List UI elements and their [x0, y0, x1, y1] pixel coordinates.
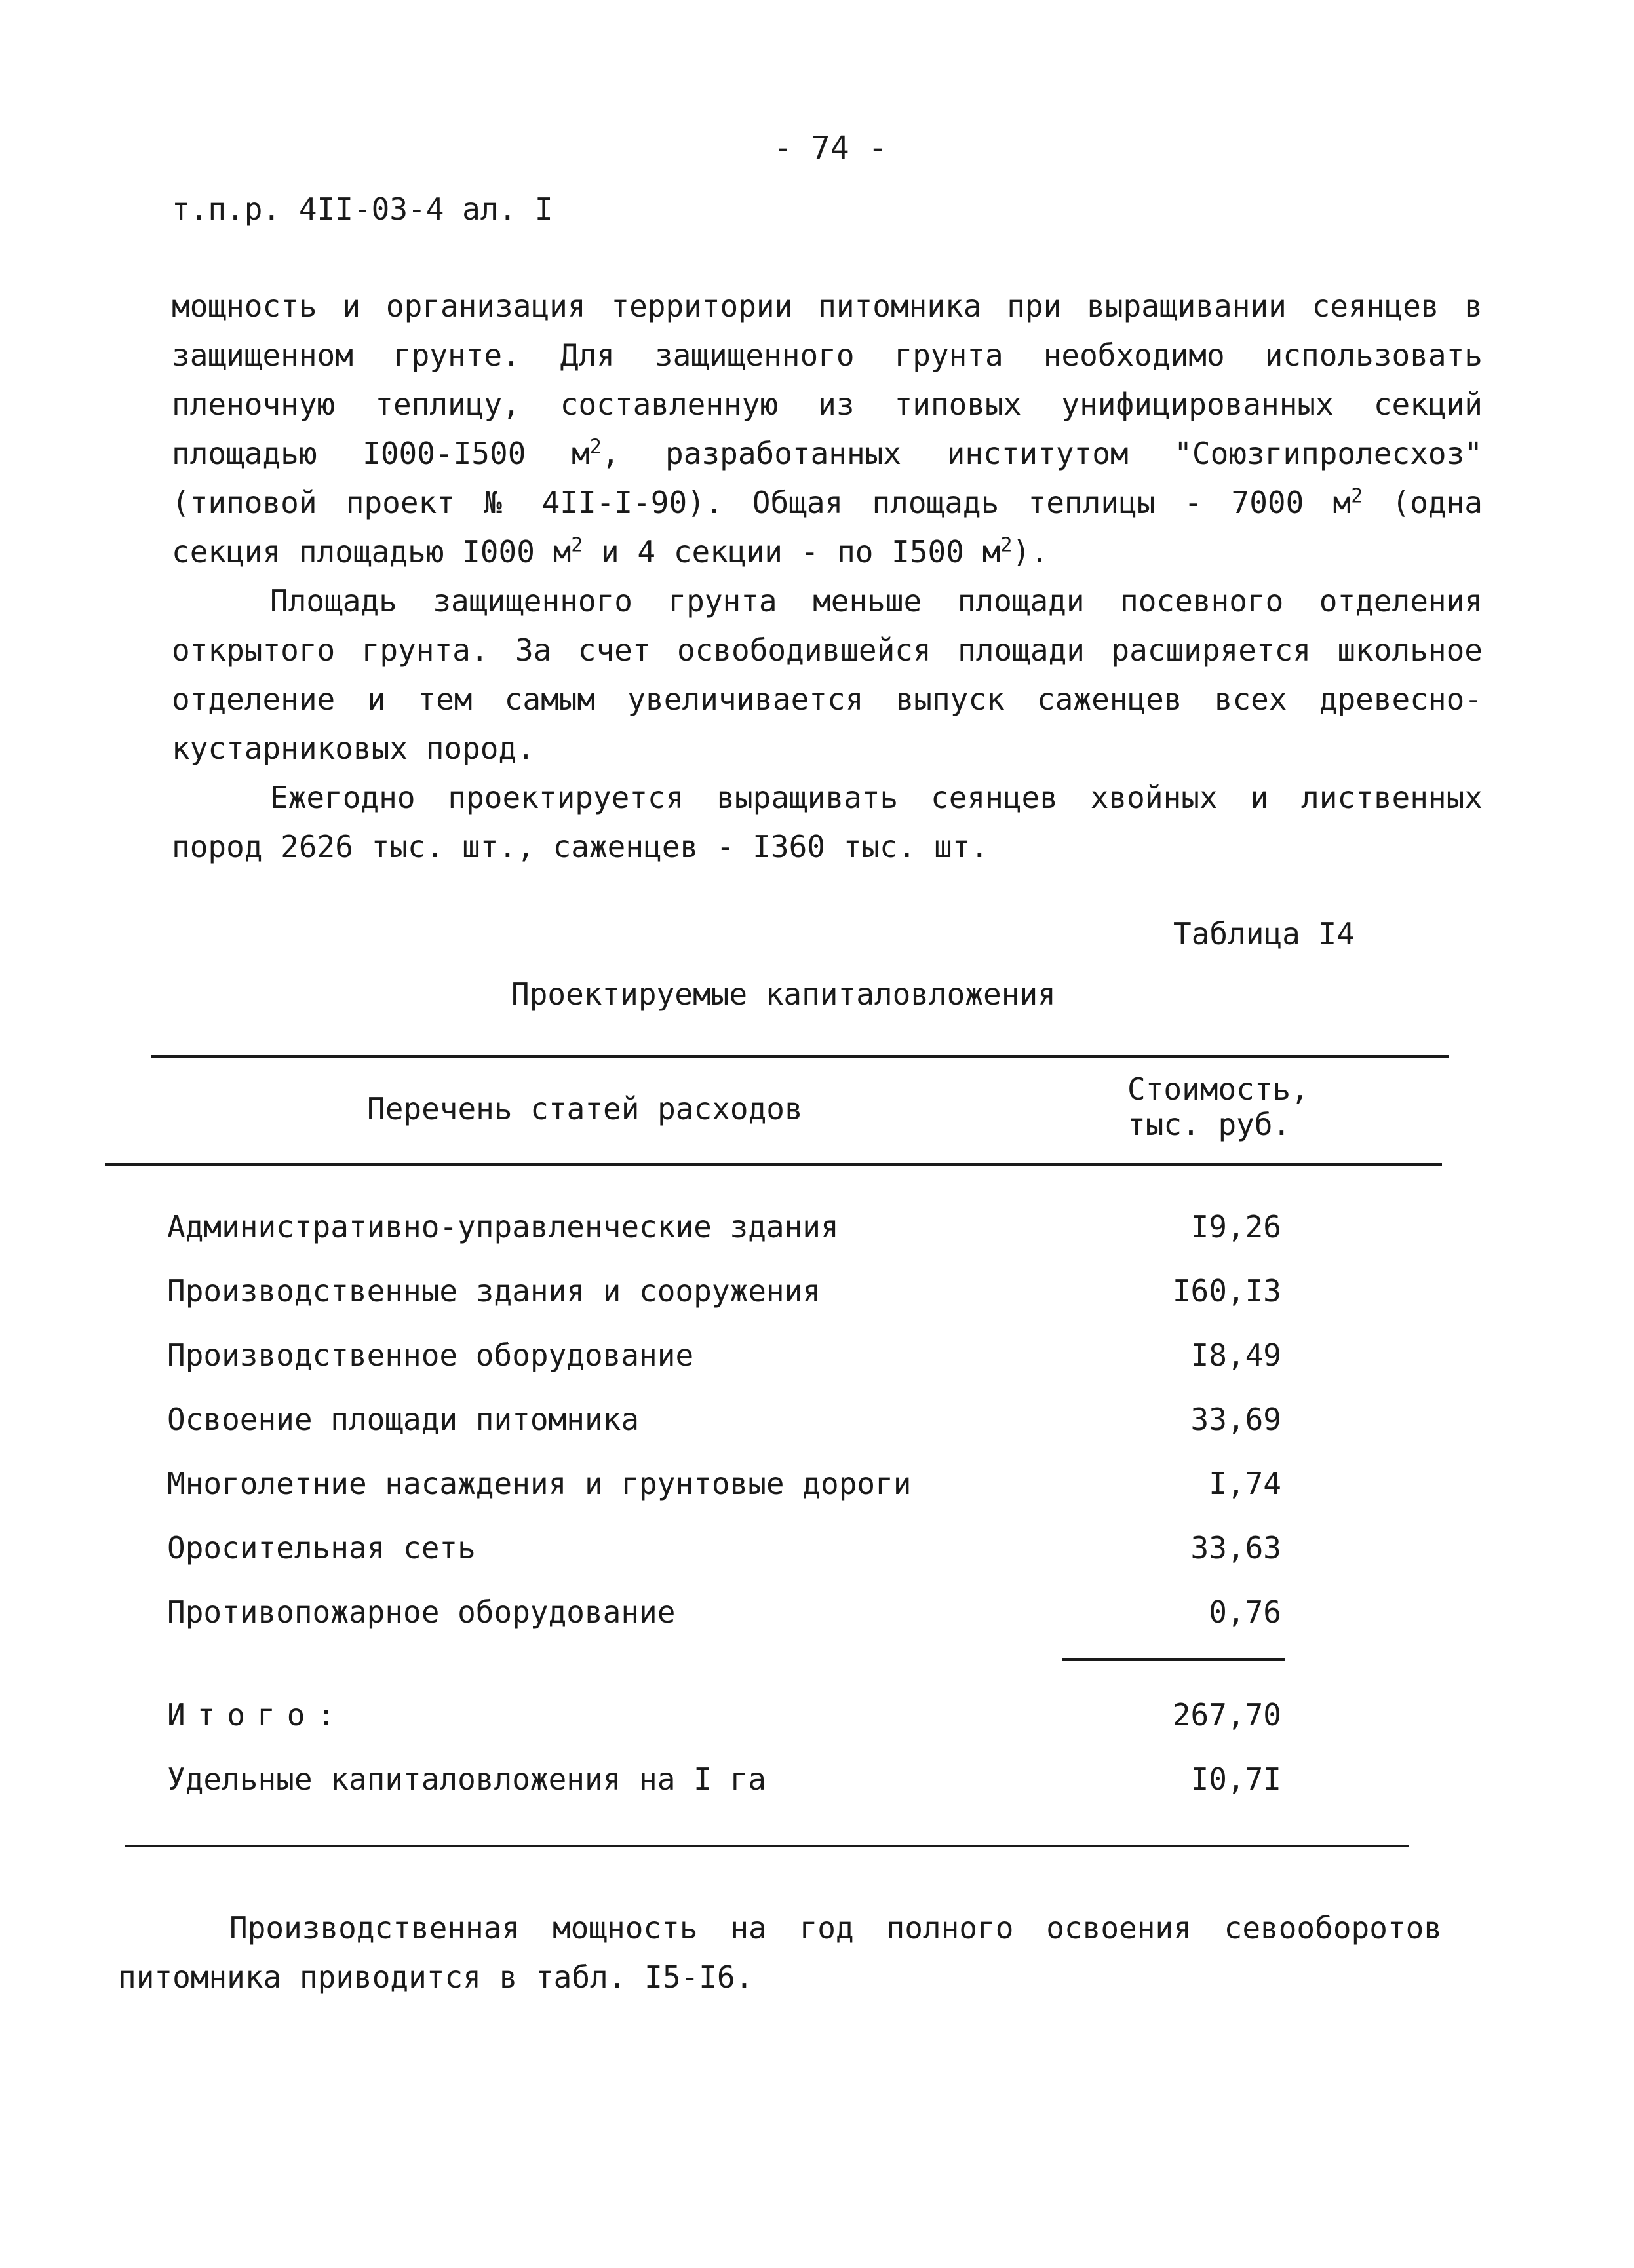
body-text: [172, 282, 1483, 872]
paragraph-2: Площадь защищенного грунта меньше площади посевного отделения открытого грунта. За счет освободившейся площади расширяется школьное отделение и тем самым увеличивается выпуск саженцев всех древесно-кустарниковых пород.: [172, 583, 1483, 766]
table-row: Производственные здания и сооружения I60,I3: [167, 1273, 1281, 1309]
paragraph-1: мощность и организация территории питомника при выращивании сеянцев в защищенном грунте. Для защищенного грунта необходимо использовать пленочную теплицу, составленную из типовых унифицированных секций площадью I000-I500 $м^2$, разработанных институтом "Союзгипролесхоз" (типовой проект № 4II-I-90). Общая площадь теплицы - 7000 $м^2$ (одна секция площадью I000 $м^2$ и 4 секции - по I500 $м^2$).: [172, 288, 1483, 569]
table-row: Многолетние насаждения и грунтовые дороги I,74: [167, 1466, 1281, 1501]
document-code: т.п.р. 4II-03-4 ал. I: [172, 191, 553, 227]
subtotal-rule: [1062, 1658, 1285, 1661]
table-bottom-rule: [125, 1845, 1409, 1847]
table-title: Проектируемые капиталовложения: [511, 976, 1056, 1012]
table-total-row: Итого: 267,70: [167, 1697, 1281, 1733]
footer-paragraph: Производственная мощность на год полного освоения севооборотов питомника приводится в табл. I5-I6.: [118, 1910, 1442, 1995]
table-header-rule: [105, 1163, 1442, 1166]
column-header-items: Перечень статей расходов: [367, 1091, 803, 1126]
paragraph-3: Ежегодно проектируется выращивать сеянцев хвойных и лиственных пород 2626 тыс. шт., саженцев - I360 тыс. шт.: [172, 780, 1483, 864]
table-row: Оросительная сеть 33,63: [167, 1530, 1281, 1566]
column-header-cost: Стоимость, тыс. руб.: [1127, 1071, 1309, 1142]
table-top-rule: [151, 1055, 1449, 1058]
table-specific-row: Удельные капиталовложения на I га I0,7I: [167, 1761, 1281, 1797]
table-row: Противопожарное оборудование 0,76: [167, 1594, 1281, 1630]
table-row: Административно-управленческие здания I9,26: [167, 1209, 1281, 1244]
page-number: - 74 -: [773, 130, 887, 166]
table-row: Производственное оборудование I8,49: [167, 1337, 1281, 1373]
table-row: Освоение площади питомника 33,69: [167, 1402, 1281, 1437]
table-number: Таблица I4: [1173, 916, 1355, 951]
